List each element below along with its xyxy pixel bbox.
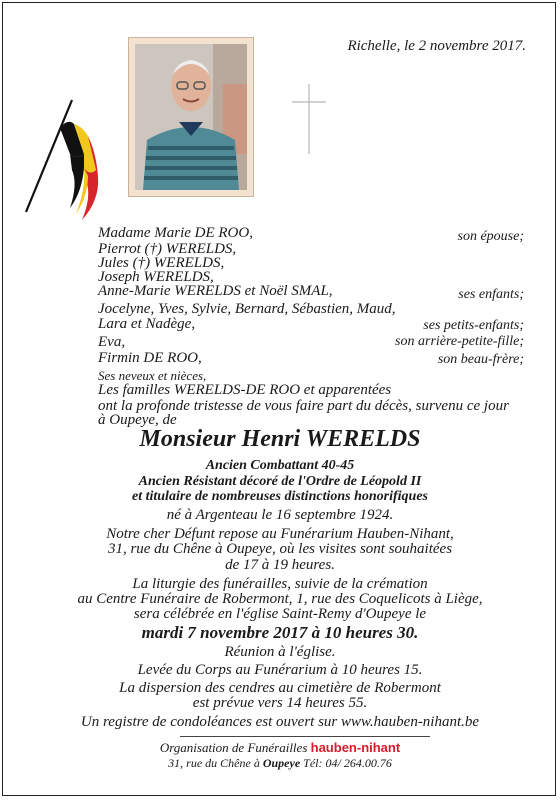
- family-member: Ses neveux et nièces,: [98, 368, 207, 383]
- family-relation: ses enfants;: [458, 287, 524, 302]
- family-member: Joseph WERELDS,: [98, 269, 214, 285]
- family-member: Jules (†) WERELDS,: [98, 255, 225, 271]
- liturgy-info: au Centre Funéraire de Robermont, 1, rue des Coquelicots à Liège,: [77, 591, 483, 607]
- rest-info: de 17 à 19 heures.: [225, 557, 335, 573]
- brand-logo: hauben-nihant: [310, 740, 401, 755]
- footer-divider: [180, 736, 430, 737]
- place-date: Richelle, le 2 novembre 2017.: [347, 38, 526, 54]
- cross-icon: [292, 84, 326, 154]
- family-relation: son épouse;: [457, 229, 524, 244]
- family-member: Anne-Marie WERELDS et Noël SMAL,: [98, 283, 333, 299]
- dispersion-info: La dispersion des cendres au cimetière de Robermont: [119, 680, 441, 696]
- family-member: Lara et Nadège,: [98, 316, 196, 332]
- announcement-line: à Oupeye, de: [98, 412, 177, 428]
- family-relation: son arrière-petite-fille;: [395, 334, 524, 349]
- funeral-organizer: [0, 740, 560, 756]
- birth-info: né à Argenteau le 16 septembre 1924.: [166, 507, 394, 523]
- family-member: Pierrot (†) WERELDS,: [98, 241, 237, 257]
- belgian-flag-icon: [16, 96, 108, 226]
- deceased-title: Ancien Combattant 40-45: [205, 458, 355, 473]
- family-member: Madame Marie DE ROO,: [98, 225, 253, 241]
- rest-info: Notre cher Défunt repose au Funérarium Hauben-Nihant,: [106, 526, 454, 542]
- portrait-frame: [128, 37, 254, 197]
- liturgy-info: sera célébrée en l'église Saint-Remy d'Oupeye le: [133, 606, 427, 622]
- announcement-line: ont la profonde tristesse de vous faire part du décès, survenu ce jour: [98, 398, 509, 414]
- family-relation: son beau-frère;: [437, 352, 524, 367]
- phone-number: Tél: 04/ 264.00.76: [303, 756, 392, 770]
- family-member: Les familles WERELDS-DE ROO et apparentées: [98, 382, 392, 398]
- organizer-label: Organisation de Funérailles: [159, 740, 308, 755]
- rest-info: 31, rue du Chêne à Oupeye, où les visites sont souhaitées: [107, 541, 453, 557]
- dispersion-info: est prévue vers 14 heures 55.: [192, 695, 368, 711]
- family-relation: ses petits-enfants;: [423, 318, 524, 333]
- organizer-address: [0, 756, 560, 771]
- family-member: Jocelyne, Yves, Sylvie, Bernard, Sébastien, Maud,: [98, 301, 396, 317]
- deceased-name: Monsieur Henri WERELDS: [139, 426, 421, 452]
- condolence-registry: Un registre de condoléances est ouvert sur www.hauben-nihant.be: [80, 714, 480, 730]
- address-label: 31, rue du Chêne à: [168, 756, 260, 770]
- levee-info: Levée du Corps au Funérarium à 10 heures 15.: [137, 662, 423, 678]
- portrait-photo: [135, 44, 247, 190]
- liturgy-info: La liturgie des funérailles, suivie de la crémation: [132, 576, 428, 592]
- family-member: Firmin DE ROO,: [98, 350, 202, 366]
- funeral-date: mardi 7 novembre 2017 à 10 heures 30.: [141, 623, 419, 642]
- family-member: Eva,: [98, 334, 126, 350]
- deceased-title: Ancien Résistant décoré de l'Ordre de Léopold II: [138, 474, 422, 489]
- deceased-title: et titulaire de nombreuses distinctions honorifiques: [132, 489, 428, 504]
- meeting-info: Réunion à l'église.: [224, 644, 336, 660]
- address-town: Oupeye: [262, 756, 301, 770]
